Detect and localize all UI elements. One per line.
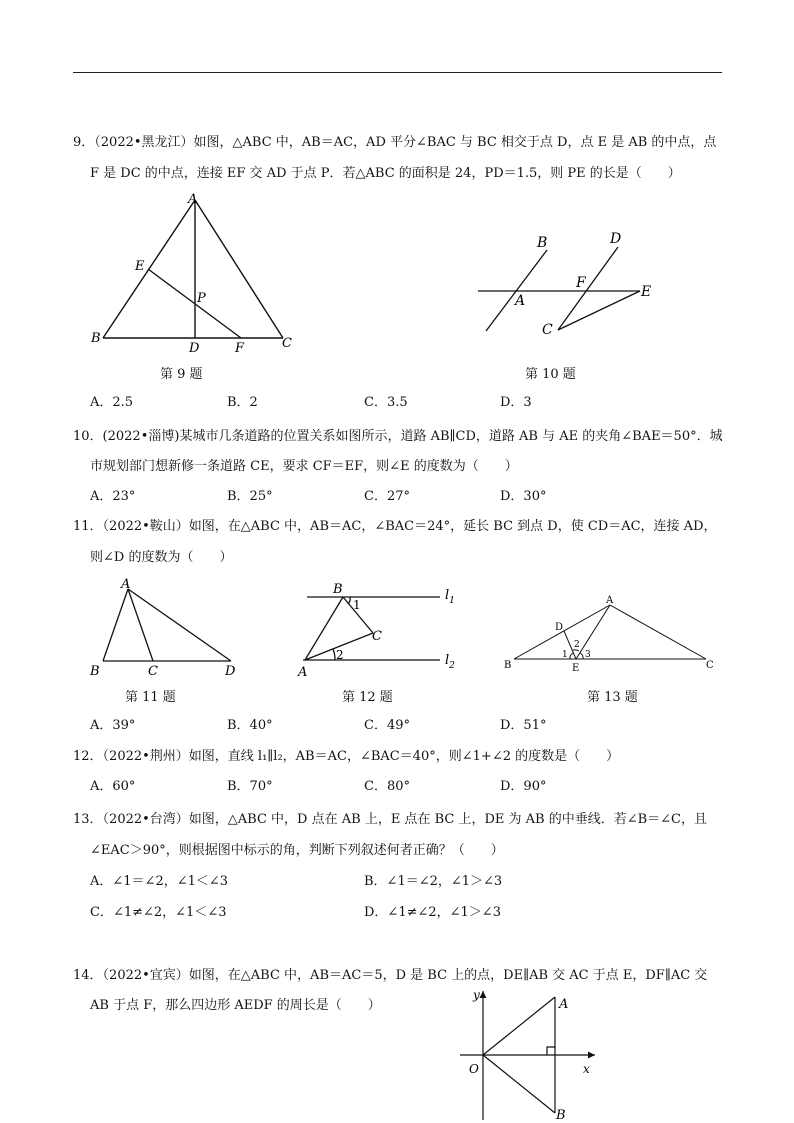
q13-option-b: B．∠1＝∠2，∠1＞∠3 xyxy=(364,874,503,889)
q13-text-line2: ∠EAC＞90°，则根据图中标示的角，判断下列叙述何者正确？（ ） xyxy=(90,843,504,858)
q9-caption: 第 9 题 xyxy=(160,367,203,382)
q10-text-line2: 市规划部门想新修一条道路 CE，要求 CF＝EF，则∠E 的度数为（ ） xyxy=(90,459,518,474)
q13-caption: 第 13 题 xyxy=(587,690,638,705)
q10-text-line1: 10．(2022•淄博)某城市几条道路的位置关系如图所示，道路 AB∥CD，道路 AB 与 AE 的夹角∠BAE＝50°．城 xyxy=(73,429,723,444)
q13-option-d: D．∠1≠∠2，∠1＞∠3 xyxy=(364,905,501,920)
q12-angle-1: 1 xyxy=(353,598,361,612)
q12-option-d: D．90° xyxy=(500,779,547,794)
q9-point-P: P xyxy=(197,291,206,306)
q9-option-c: C．3.5 xyxy=(364,395,408,410)
q9-text-line1: 9．（2022•黑龙江）如图，△ABC 中，AB＝AC，AD 平分∠BAC 与 BC 相交于点 D，点 E 是 AB 的中点，点 xyxy=(73,135,717,150)
q13-point-C: C xyxy=(706,660,714,671)
figure-q12-parallel-lines xyxy=(295,578,470,678)
q9-text-line2: F 是 DC 的中点，连接 EF 交 AD 于点 P．若△ABC 的面积是 24，PD＝1.5，则 PE 的长是（ ） xyxy=(90,166,681,181)
q9-point-A: A xyxy=(188,192,198,207)
q12-line-l1: $l_1$ xyxy=(445,588,455,606)
q13-angle-3: 3 xyxy=(585,650,591,660)
q11-text-line1: 11．（2022•鞍山）如图，在△ABC 中，AB＝AC，∠BAC＝24°，延长 BC 到点 D，使 CD＝AC，连接 AD， xyxy=(73,519,717,534)
q11-point-D: D xyxy=(225,664,236,678)
q13-option-a: A．∠1＝∠2，∠1＜∠3 xyxy=(90,874,229,889)
q14-text-line2: AB 于点 F，那么四边形 AEDF 的周长是（ ） xyxy=(90,998,381,1013)
q12-angle-2: 2 xyxy=(336,648,344,662)
q9-point-E: E xyxy=(135,259,145,274)
figure-q11-triangle xyxy=(85,573,250,678)
q11-caption: 第 11 题 xyxy=(125,690,176,705)
q10-point-E: E xyxy=(641,284,652,300)
q10-caption: 第 10 题 xyxy=(525,367,576,382)
q10-option-b: B．25° xyxy=(227,489,273,504)
q12-point-B: B xyxy=(333,582,343,597)
q9-point-B: B xyxy=(91,331,101,346)
figure-q13-triangle xyxy=(498,593,720,675)
q14-axis-y: y xyxy=(473,988,480,1002)
q11-point-A: A xyxy=(121,577,131,592)
q11-text-line2: 则∠D 的度数为（ ） xyxy=(90,550,233,565)
figure-q14-coordinate-plane xyxy=(455,985,605,1120)
q9-option-b: B．2 xyxy=(227,395,258,410)
q9-option-a: A．2.5 xyxy=(90,395,134,410)
figure-q10-roads xyxy=(470,225,670,345)
q9-point-C: C xyxy=(282,336,292,351)
q9-option-d: D．3 xyxy=(500,395,532,410)
q11-option-c: C．49° xyxy=(364,718,410,733)
q11-point-C: C xyxy=(148,664,158,678)
q14-axis-x: x xyxy=(583,1062,590,1076)
q14-point-A: A xyxy=(559,997,569,1012)
q11-option-b: B．40° xyxy=(227,718,273,733)
q13-point-A: A xyxy=(606,595,614,606)
q13-option-c: C．∠1≠∠2，∠1＜∠3 xyxy=(90,905,227,920)
q12-option-a: A．60° xyxy=(90,779,136,794)
q12-option-c: C．80° xyxy=(364,779,410,794)
q10-point-C: C xyxy=(542,322,553,338)
q14-text-line1: 14．（2022•宜宾）如图，在△ABC 中，AB＝AC＝5，D 是 BC 上的点，DE∥AB 交 AC 于点 E，DF∥AC 交 xyxy=(73,968,708,983)
q12-caption: 第 12 题 xyxy=(342,690,393,705)
q12-option-b: B．70° xyxy=(227,779,273,794)
q13-text-line1: 13．（2022•台湾）如图，△ABC 中，D 点在 AB 上，E 点在 BC 上，DE 为 AB 的中垂线．若∠B＝∠C，且 xyxy=(73,812,707,827)
q10-option-c: C．27° xyxy=(364,489,410,504)
figure-q9-triangle xyxy=(85,190,305,355)
q13-point-E: E xyxy=(572,663,580,674)
q13-angle-1: 1 xyxy=(562,650,568,660)
q9-point-F: F xyxy=(235,341,245,355)
q10-option-a: A．23° xyxy=(90,489,136,504)
q9-point-D: D xyxy=(189,341,200,355)
q10-point-A: A xyxy=(515,293,526,309)
q11-option-d: D．51° xyxy=(500,718,547,733)
header-rule xyxy=(73,72,722,73)
q12-line-l2: $l_2$ xyxy=(445,653,455,671)
q11-point-B: B xyxy=(90,664,100,678)
q10-option-d: D．30° xyxy=(500,489,547,504)
q14-origin-O: O xyxy=(469,1062,479,1076)
q14-point-B: B xyxy=(556,1108,566,1120)
q12-point-C: C xyxy=(372,629,382,644)
q13-point-D: D xyxy=(555,622,564,633)
q13-point-B: B xyxy=(504,660,512,671)
q10-point-D: D xyxy=(610,231,622,247)
q10-point-B: B xyxy=(537,235,548,251)
q12-text-line1: 12．（2022•荆州）如图，直线 l₁∥l₂，AB＝AC，∠BAC＝40°，则∠1+∠2 的度数是（ ） xyxy=(73,749,620,764)
q13-angle-2: 2 xyxy=(574,640,580,650)
q10-point-F: F xyxy=(576,275,586,291)
q11-option-a: A．39° xyxy=(90,718,136,733)
q12-point-A: A xyxy=(298,665,308,678)
